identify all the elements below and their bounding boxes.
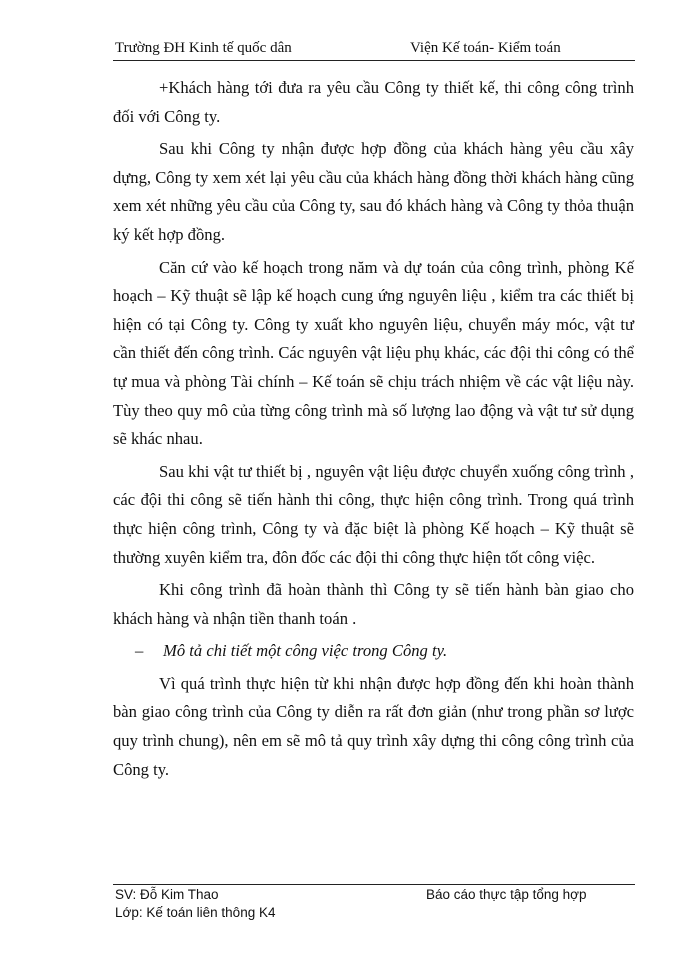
page-header [113,38,635,61]
paragraph-construction: Sau khi vật tư thiết bị , nguyên vật liệu được chuyển xuống công trình , các đội thi công sẽ tiến hành thi công, thực hiện công trình. Trong quá trình thực hiện công trình, Công ty và đặc biệt là phòng Kế hoạch – Kỹ thuật sẽ thường xuyên kiểm tra, đôn đốc các đội thi công thực hiện tốt công việc. [113,461,634,567]
paragraph-handover: Khi công trình đã hoàn thành thì Công ty sẽ tiến hành bàn giao cho khách hàng và nhận tiền thanh toán . [113,580,634,628]
footer-student: SV: Đỗ Kim Thao [115,887,219,902]
paragraph-planning: Căn cứ vào kế hoạch trong năm và dự toán của công trình, phòng Kế hoạch – Kỹ thuật sẽ lập kế hoạch cung ứng nguyên liệu , kiểm tra các thiết bị hiện có tại Công ty. Công ty xuất kho nguyên liệu, chuyển máy móc, vật tư cần thiết đến công trình. Các nguyên vật liệu phụ khác, các đội thi công có thể tự mua và phòng Tài chính – Kế toán sẽ chịu trách nhiệm về các vật liệu này. Tùy theo quy mô của từng công trình mà số lượng lao động và vật tư sử dụng sẽ khác nhau. [113,257,634,449]
section-heading: Mô tả chi tiết một công việc trong Công ty. [163,641,448,661]
paragraph-customer-request: +Khách hàng tới đưa ra yêu cầu Công ty thiết kế, thi công công trình đối với Công ty. [113,78,634,126]
document-body [113,74,634,784]
paragraph-description: Vì quá trình thực hiện từ khi nhận được hợp đồng đến khi hoàn thành bàn giao công trình của Công ty diễn ra rất đơn giản (như trong phần sơ lược quy trình chung), nên em sẽ mô tả quy trình xây dựng thi công công trình của Công ty. [113,673,634,779]
paragraph-contract: Sau khi Công ty nhận được hợp đồng của khách hàng yêu cầu xây dựng, Công ty xem xét lại yêu cầu của khách hàng đồng thời khách hàng cũng xem xét những yêu cầu của Công ty, sau đó khách hàng và Công ty thỏa thuận ký kết hợp đồng. [113,139,634,244]
page-footer [113,884,635,921]
header-institute: Viện Kế toán- Kiểm toán [410,40,561,56]
footer-report-title: Báo cáo thực tập tổng hợp [426,887,587,902]
footer-row-1 [113,885,635,903]
footer-row-2 [113,903,635,921]
section-bullet [113,637,634,666]
bullet-dash: – [135,641,144,661]
header-university: Trường ĐH Kinh tế quốc dân [115,40,292,56]
footer-class: Lớp: Kế toán liên thông K4 [115,905,276,920]
